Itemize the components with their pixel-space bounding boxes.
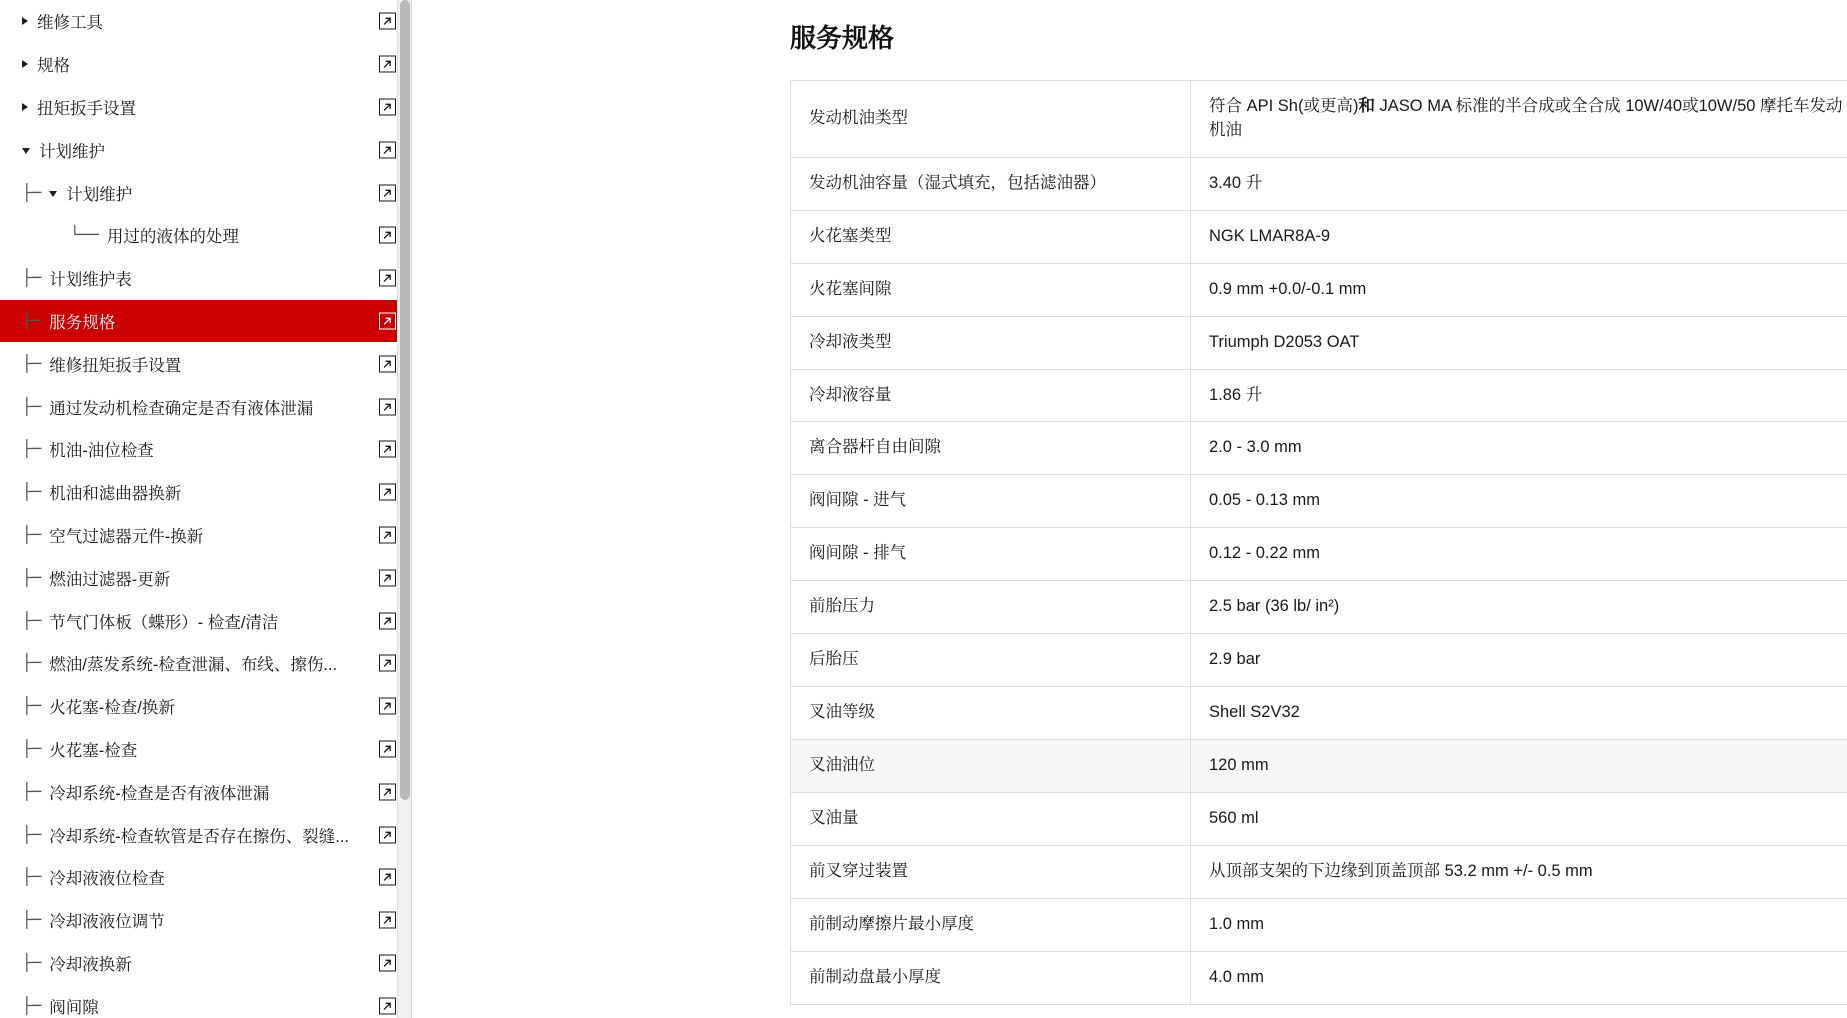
spec-key: 叉油油位 [791,739,1191,792]
external-link-icon[interactable] [379,398,396,415]
value-part-bold: 和 [1358,97,1375,115]
external-link-icon[interactable] [379,569,396,586]
sidebar-item-label: 机油-油位检查 [49,442,154,461]
external-link-icon[interactable] [379,997,396,1014]
sidebar-item-21[interactable] [0,899,412,942]
sidebar-item-10[interactable] [0,428,412,471]
tree-connector: ├─ [22,482,42,502]
spec-value: 从顶部支架的下边缘到顶盖顶部 53.2 mm +/- 0.5 mm [1191,845,1847,898]
sidebar-item-label: 冷却液换新 [49,955,132,974]
spec-value: 2.0 - 3.0 mm [1191,422,1847,475]
tree-connector: ├─ [22,653,42,673]
spec-value: 2.5 bar (36 lb/ in²) [1191,581,1847,634]
external-link-icon[interactable] [379,869,396,886]
spec-value: Triumph D2053 OAT [1191,316,1847,369]
external-link-icon[interactable] [379,826,396,843]
spec-value: 2.9 bar [1191,634,1847,687]
sidebar-item-label: 节气门体板（蝶形）- 检查/清洁 [49,613,279,632]
sidebar-item-14[interactable] [0,599,412,642]
external-link-icon[interactable] [379,98,396,115]
service-specification-table [790,80,1847,1005]
sidebar-item-label: 通过发动机检查确定是否有液体泄漏 [49,399,314,418]
sidebar-item-label: 冷却系统-检查是否有液体泄漏 [49,784,270,803]
table-row [791,581,1847,634]
tree-connector: ├─ [22,738,42,758]
external-link-icon[interactable] [379,312,396,329]
table-row [791,210,1847,263]
sidebar-item-label: 机油和滤曲器换新 [49,485,182,504]
sidebar-item-11[interactable] [0,471,412,514]
sidebar-item-label: 燃油过滤器-更新 [49,570,171,589]
tree-connector: ├─ [22,952,42,972]
spec-key: 叉油等级 [791,687,1191,740]
spec-key: 发动机油容量（湿式填充，包括滤油器） [791,157,1191,210]
table-row [791,422,1847,475]
external-link-icon[interactable] [379,954,396,971]
external-link-icon[interactable] [379,56,396,73]
sidebar-item-label: 服务规格 [49,313,116,332]
external-link-icon[interactable] [379,612,396,629]
sidebar-item-label: 扭矩扳手设置 [37,99,136,118]
spec-key: 前叉穿过装置 [791,845,1191,898]
sidebar-item-23[interactable] [0,984,412,1018]
external-link-icon[interactable] [379,441,396,458]
external-link-icon[interactable] [379,740,396,757]
sidebar-item-label: 燃油/蒸发系统-检查泄漏、布线、擦伤... [49,656,338,675]
tree-connector: ├─ [22,995,42,1015]
table-row [791,475,1847,528]
sidebar-item-4[interactable] [0,171,412,214]
sidebar-item-label: 空气过滤器元件-换新 [49,527,204,546]
sidebar-item-label: 冷却系统-检查软管是否存在擦伤、裂缝... [49,827,350,846]
sidebar-scrollbar-thumb[interactable] [400,0,410,800]
tree-connector: ├─ [22,867,42,887]
sidebar-item-label: 火花塞-检查/换新 [49,699,175,718]
spec-key: 阀间隙 - 进气 [791,475,1191,528]
page-title: 服务规格 [790,23,895,53]
external-link-icon[interactable] [379,526,396,543]
sidebar-item-0[interactable] [0,0,412,43]
external-link-icon[interactable] [379,655,396,672]
sidebar-item-label: 阀间隙 [49,998,99,1017]
spec-value: 0.9 mm +0.0/-0.1 mm [1191,263,1847,316]
table-row [791,898,1847,951]
sidebar-item-label: 计划维护 [39,142,105,161]
tree-connector: ├─ [22,824,42,844]
external-link-icon[interactable] [379,227,396,244]
spec-value [1191,81,1847,158]
collapse-triangle-icon[interactable] [49,191,57,197]
tree-connector: ├─ [22,696,42,716]
external-link-icon[interactable] [379,141,396,158]
table-row [791,369,1847,422]
sidebar-item-9[interactable] [0,385,412,428]
sidebar-item-3[interactable] [0,128,412,171]
spec-value: 120 mm [1191,739,1847,792]
spec-value: 560 ml [1191,792,1847,845]
table-row [791,81,1847,158]
sidebar-item-5[interactable] [0,214,412,257]
external-link-icon[interactable] [379,184,396,201]
sidebar-item-label: 规格 [37,57,70,76]
external-link-icon[interactable] [379,783,396,800]
spec-key: 火花塞间隙 [791,263,1191,316]
tree-connector: ├─ [22,567,42,587]
table-row [791,634,1847,687]
spec-key: 阀间隙 - 排气 [791,528,1191,581]
sidebar-item-label: 计划维护 [66,185,133,204]
sidebar-item-label: 冷却液液位检查 [49,870,165,889]
tree-connector: ├─ [22,310,42,330]
spec-value: 3.40 升 [1191,157,1847,210]
tree-connector: ├─ [22,910,42,930]
sidebar-item-19[interactable] [0,813,412,856]
spec-value: NGK LMAR8A-9 [1191,210,1847,263]
table-row [791,263,1847,316]
tree-connector: └── [70,225,99,245]
tree-connector: ├─ [22,439,42,459]
sidebar-item-label: 计划维护表 [49,271,132,290]
spec-key: 后胎压 [791,634,1191,687]
external-link-icon[interactable] [379,698,396,715]
external-link-icon[interactable] [379,912,396,929]
content-area [412,0,1847,1018]
tree-connector: ├─ [22,610,42,630]
sidebar-item-label: 用过的液体的处理 [106,228,239,247]
sidebar-item-15[interactable] [0,642,412,685]
sidebar-item-12[interactable] [0,514,412,557]
spec-key: 冷却液类型 [791,316,1191,369]
value-part-a: 符合 API Sh(或更高) [1209,97,1359,115]
external-link-icon[interactable] [379,355,396,372]
spec-key: 离合器杆自由间隙 [791,422,1191,475]
table-row [791,316,1847,369]
tree-connector: ├─ [22,524,42,544]
sidebar-scrollbar-track[interactable] [397,0,411,1018]
tree-connector: ├─ [22,781,42,801]
table-row [791,687,1847,740]
table-row [791,739,1847,792]
spec-key: 前制动盘最小厚度 [791,951,1191,1004]
spec-value: 1.86 升 [1191,369,1847,422]
sidebar-item-20[interactable] [0,856,412,899]
sidebar-item-13[interactable] [0,556,412,599]
external-link-icon[interactable] [379,13,396,30]
expand-triangle-icon[interactable] [22,103,28,111]
sidebar-item-label: 冷却液液位调节 [49,913,165,932]
tree-connector: ├─ [22,268,42,288]
sidebar-item-22[interactable] [0,942,412,985]
spec-value: 0.12 - 0.22 mm [1191,528,1847,581]
sidebar-item-label: 维修工具 [37,14,103,33]
spec-value: 4.0 mm [1191,951,1847,1004]
table-row [791,951,1847,1004]
tree-connector: ├─ [22,353,42,373]
sidebar-item-16[interactable] [0,685,412,728]
table-row [791,157,1847,210]
spec-key: 火花塞类型 [791,210,1191,263]
spec-key: 叉油量 [791,792,1191,845]
sidebar-item-8[interactable] [0,342,412,385]
spec-value: Shell S2V32 [1191,687,1847,740]
tree-connector: ├─ [22,182,42,202]
table-row [791,792,1847,845]
external-link-icon[interactable] [379,270,396,287]
expand-triangle-icon[interactable] [22,60,28,68]
sidebar-item-18[interactable] [0,770,412,813]
spec-key: 前制动摩擦片最小厚度 [791,898,1191,951]
spec-value: 1.0 mm [1191,898,1847,951]
sidebar-item-2[interactable] [0,86,412,129]
spec-value: 0.05 - 0.13 mm [1191,475,1847,528]
sidebar-item-label: 维修扭矩扳手设置 [49,356,182,375]
external-link-icon[interactable] [379,484,396,501]
spec-key: 发动机油类型 [791,81,1191,158]
sidebar-item-label: 火花塞-检查 [49,741,138,760]
value-part-b: JASO MA 标准的半合成或全合成 10W/40或10W/50 摩托车发动机油 [1209,97,1843,139]
expand-triangle-icon[interactable] [22,17,28,25]
navigation-tree [0,0,412,1018]
table-row [791,845,1847,898]
navigation-sidebar [0,0,412,1018]
table-row [791,528,1847,581]
collapse-triangle-icon[interactable] [22,148,30,154]
sidebar-item-6[interactable] [0,257,412,300]
sidebar-item-1[interactable] [0,43,412,86]
tree-connector: ├─ [22,396,42,416]
sidebar-item-7[interactable] [0,300,412,343]
sidebar-item-17[interactable] [0,728,412,771]
spec-key: 前胎压力 [791,581,1191,634]
spec-key: 冷却液容量 [791,369,1191,422]
